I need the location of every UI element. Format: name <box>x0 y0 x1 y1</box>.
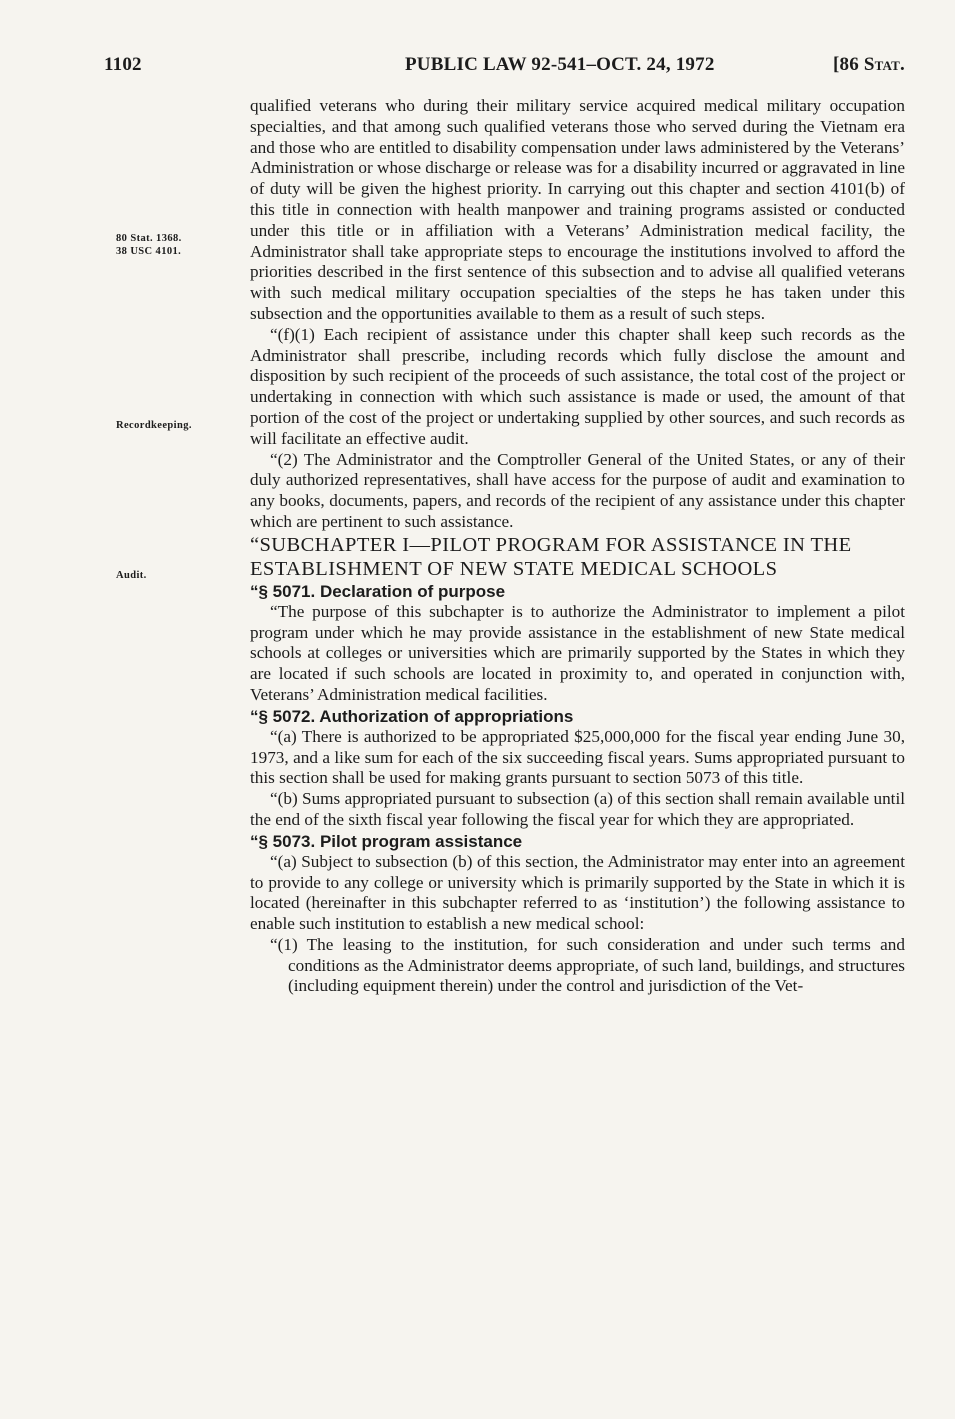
section-5073-heading: “§ 5073. Pilot program assistance <box>250 831 523 851</box>
body-text <box>250 96 905 997</box>
margin-note-usc: 38 USC 4101. <box>116 246 182 257</box>
margin-note-stat: 80 Stat. 1368. <box>116 233 182 244</box>
paragraph-f2: “(2) The Administrator and the Comptroller General of the United States, or any of their duly authorized representatives, shall have access for the purpose of audit and examination to any books, documents, papers, and records of the recipient of any assistance under this chapter which are pertinent to such assistance. <box>250 449 905 531</box>
section-5073-a1: “(1) The leasing to the institution, for such consideration and under such terms and conditions as the Administrator deems appropriate, of such land, buildings, and structures (including equipment therein) under the control and jurisdiction of the Vet- <box>270 934 905 996</box>
section-5073-a: “(a) Subject to subsection (b) of this section, the Administrator may enter into an agreement to provide to any college or university which is primarily supported by the State in which it is located (hereinafter in this subchapter referred to as ‘institution’) the following assistance to enable such institution to establish a new medical school: <box>250 851 905 934</box>
margin-note-recordkeeping: Recordkeeping. <box>116 420 192 431</box>
section-5072-a: “(a) There is authorized to be appropriated $25,000,000 for the fiscal year ending June 30, 1973, and a like sum for each of the six succeeding fiscal years. Sums appropriated pursuant to this section shall be used for making grants pursuant to section 5073 of this title. <box>250 726 905 788</box>
section-5071-heading: “§ 5071. Declaration of purpose <box>250 581 506 601</box>
statute-reference-word: Stat. <box>863 54 905 75</box>
section-5072-heading: “§ 5072. Authorization of appropriations <box>250 706 574 726</box>
statute-reference <box>833 54 905 76</box>
statute-reference-prefix: [86 <box>832 54 864 75</box>
paragraph-continuation: qualified veterans who during their military service acquired medical military occupation specialties, and that among such qualified veterans those who served during the Vietnam era and those who are entitled to disability compensation under laws administered by the Veterans’ Administration or whose discharge or release was for a disability incurred or aggravated in line of duty will be given the highest priority. In carrying out this chapter and section 4101(b) of this title in connection with health manpower and training programs assisted or conducted under this title or in affiliation with a Veterans’ Administration medical facility, the Administrator shall take appropriate steps to encourage the institutions involved to afford the priorities described in the first sentence of this subsection and to advise all qualified veterans with such medical military occupation specialties of the steps he has taken under this subsection and the opportunities available to them as a result of such steps. <box>250 96 905 323</box>
subchapter-heading: “SUBCHAPTER I—PILOT PROGRAM FOR ASSISTANCE IN THE ESTABLISHMENT OF NEW STATE MEDICAL SCHOOLS <box>250 533 852 580</box>
running-title: PUBLIC LAW 92-541–OCT. 24, 1972 <box>405 54 715 75</box>
paragraph-f1: “(f)(1) Each recipient of assistance under this chapter shall keep such records as the Administrator shall prescribe, including records which fully disclose the amount and disposition by such recipient of the proceeds of such assistance, the total cost of the project or undertaking in connection with which such assistance is made or used, the amount of that portion of the cost of the project or undertaking supplied by other sources, and such records as will facilitate an effective audit. <box>250 324 905 448</box>
section-5072-b: “(b) Sums appropriated pursuant to subsection (a) of this section shall remain available until the end of the sixth fiscal year following the fiscal year for which they are appropriated. <box>250 789 905 829</box>
margin-note-audit: Audit. <box>116 570 147 581</box>
page-number: 1102 <box>104 54 142 75</box>
margin-note-statute <box>116 232 182 258</box>
section-5071-text: “The purpose of this subchapter is to authorize the Administrator to implement a pilot program under which he may provide assistance in the establishment of new State medical schools at colleges or universities which are primarily supported by the States in which they are located if such schools are located in proximity to, and operated in conjunction with, Veterans’ Administration medical facilities. <box>250 601 905 704</box>
